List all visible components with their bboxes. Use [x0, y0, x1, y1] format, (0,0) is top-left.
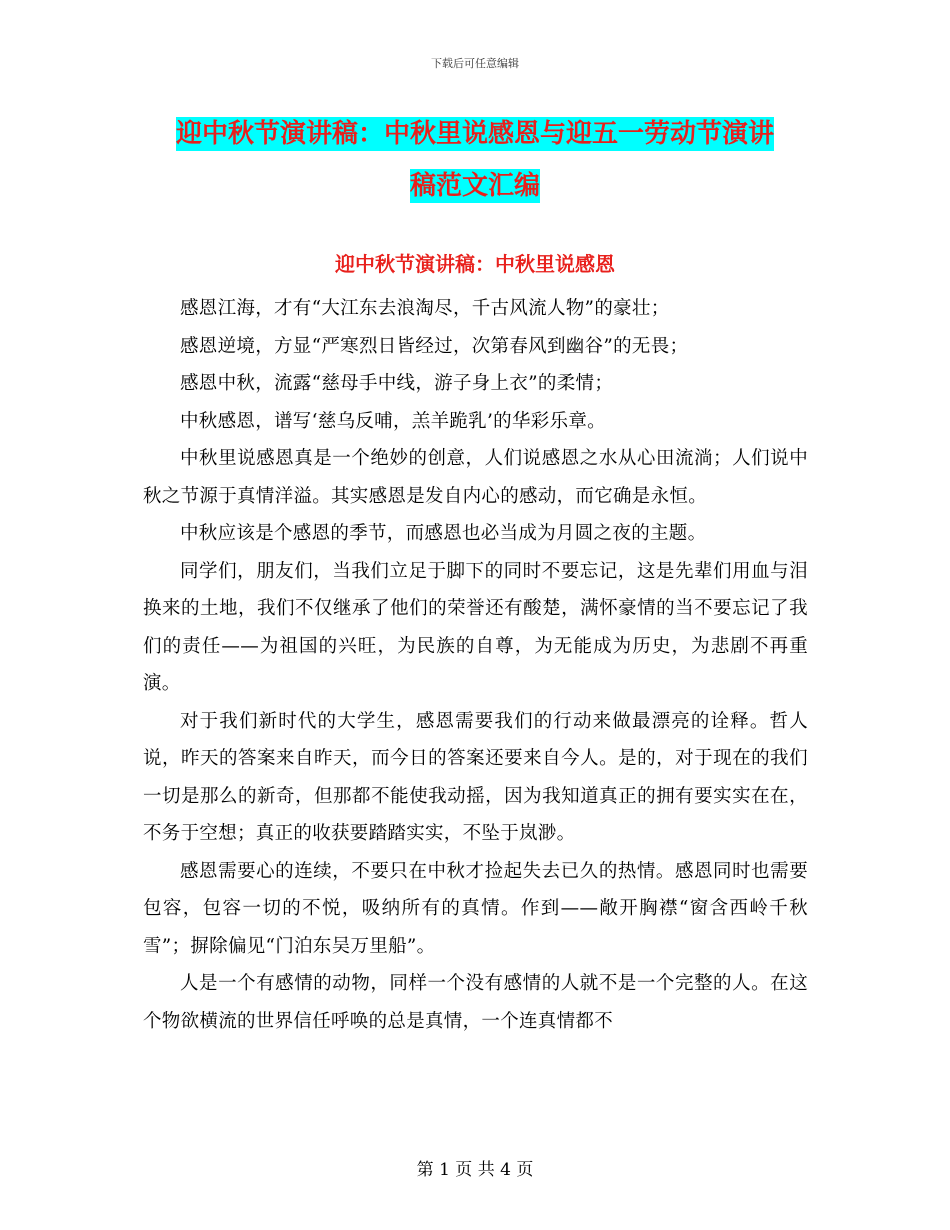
paragraph: 感恩需要心的连续，不要只在中秋才捡起失去已久的热情。感恩同时也需要包容，包容一切的不悦，吸纳所有的真情。作到——敞开胸襟“窗含西岭千秋雪”；摒除偏见“门泊东吴万里船”。 — [143, 860, 808, 957]
paragraph: 中秋里说感恩真是一个绝妙的创意，人们说感恩之水从心田流淌；人们说中秋之节源于真情洋溢。其实感恩是发自内心的感动，而它确是永恒。 — [143, 448, 808, 507]
paragraph: 中秋感恩，谱写‘慈乌反哺，羔羊跪乳’的华彩乐章。 — [180, 410, 606, 432]
page-number-footer: 第 1 页 共 4 页 — [416, 1160, 534, 1180]
paragraph: 中秋应该是个感恩的季节，而感恩也必当成为月圆之夜的主题。 — [180, 523, 707, 544]
paragraph: 感恩江海，才有“大江东去浪淘尽，千古风流人物”的豪壮； — [180, 298, 670, 319]
document-title-line-2: 稿范文汇编 — [409, 171, 540, 201]
paragraph: 感恩逆境，方显“严寒烈日皆经过，次第春风到幽谷”的无畏； — [180, 335, 689, 357]
document-body — [143, 290, 808, 1040]
document-title — [145, 108, 805, 212]
page-header-note: 下载后可任意编辑 — [431, 57, 519, 70]
paragraph: 感恩中秋，流露“慈母手中线，游子身上衣”的柔情； — [180, 373, 614, 394]
section-title: 迎中秋节演讲稿：中秋里说感恩 — [335, 252, 615, 276]
document-title-line-1: 迎中秋节演讲稿：中秋里说感恩与迎五一劳动节演讲 — [175, 119, 774, 149]
paragraph: 对于我们新时代的大学生，感恩需要我们的行动来做最漂亮的诠释。哲人说，昨天的答案来自昨天，而今日的答案还要来自今人。是的，对于现在的我们一切是那么的新奇，但那都不能使我动摇，因为我知道真正的拥有要实实在在，不务于空想；真正的收获要踏踏实实，不坠于岚渺。 — [143, 710, 808, 844]
paragraph: 人是一个有感情的动物，同样一个没有感情的人就不是一个完整的人。在这个物欲横流的世界信任呼唤的总是真情，一个连真情都不 — [143, 973, 808, 1032]
paragraph: 同学们，朋友们，当我们立足于脚下的同时不要忘记，这是先辈们用血与泪换来的土地，我们不仅继承了他们的荣誉还有酸楚，满怀豪情的当不要忘记了我们的责任——为祖国的兴旺，为民族的自尊，为无能成为历史，为悲剧不再重演。 — [143, 560, 808, 694]
